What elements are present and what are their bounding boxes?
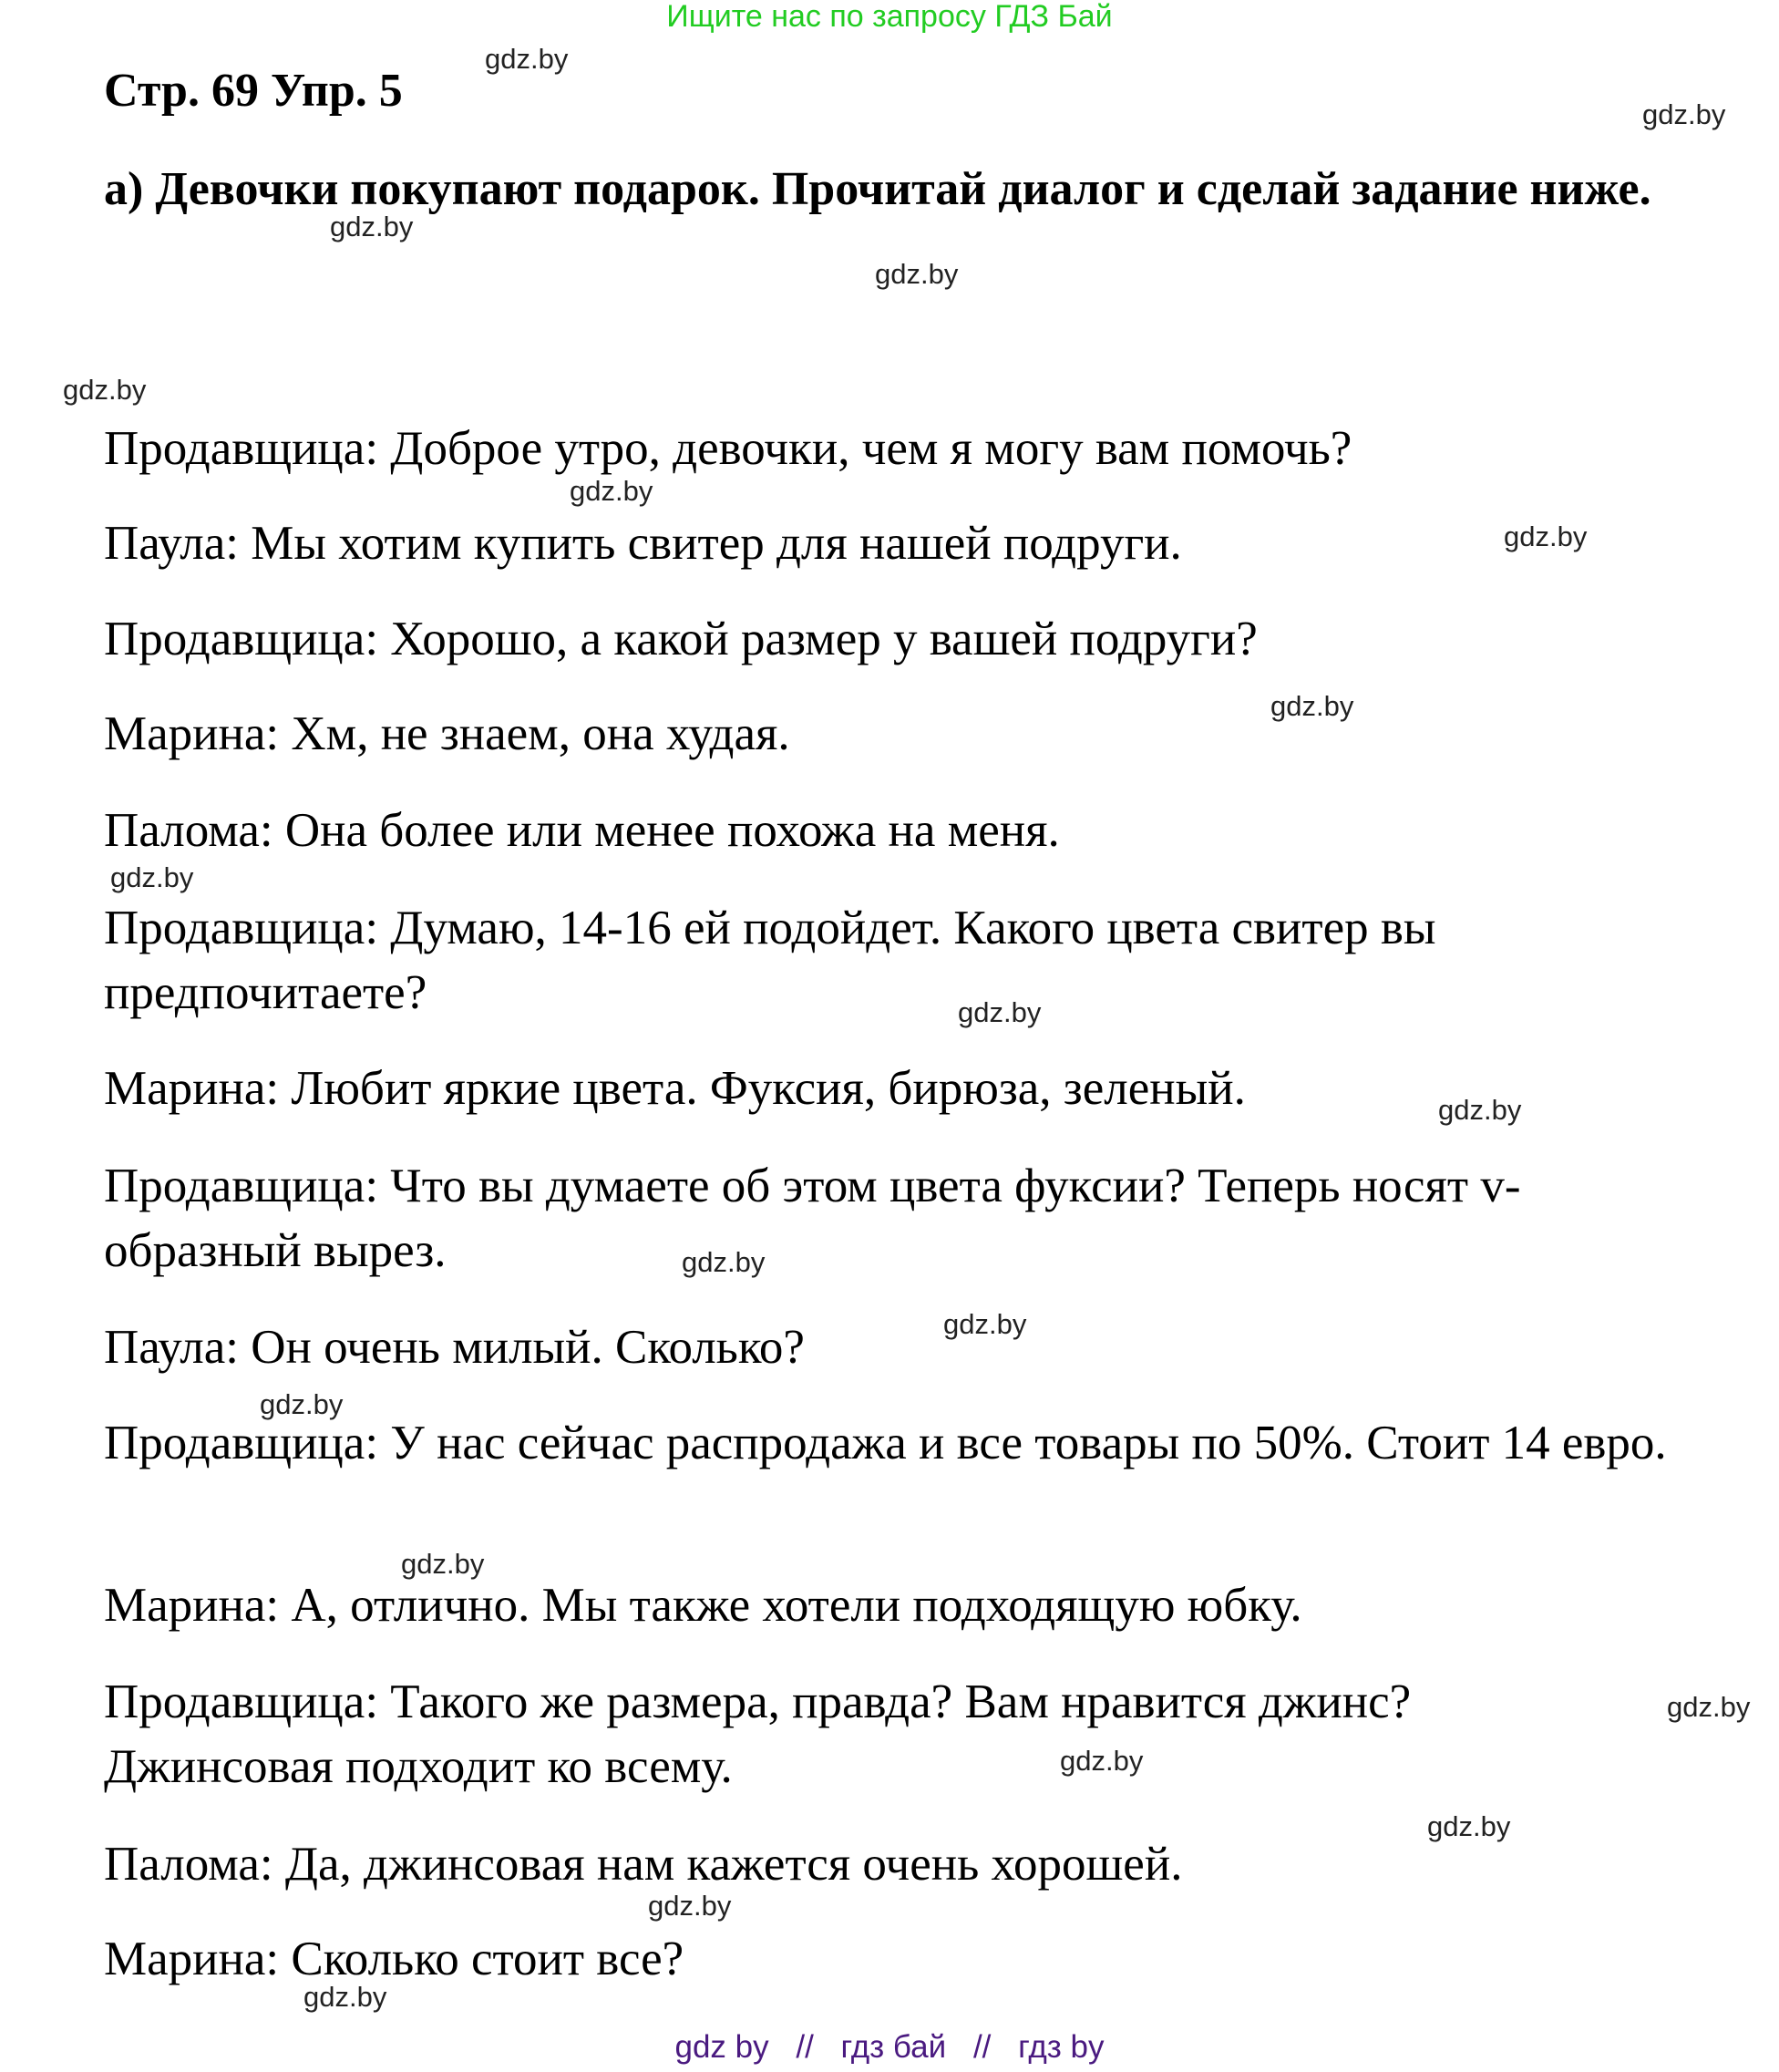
dialogue-line: Палома: Она более или менее похожа на меня. xyxy=(104,804,1060,857)
watermark: gdz.by xyxy=(1438,1094,1522,1126)
footer-links xyxy=(0,2029,1779,2066)
watermark: gdz.by xyxy=(648,1890,732,1922)
dialogue-line: Паула: Мы хотим купить свитер для нашей подруги. xyxy=(104,517,1182,570)
watermark: gdz.by xyxy=(63,374,147,406)
task-heading: а) Девочки покупают подарок. Прочитай диалог и сделай задание ниже. xyxy=(104,163,1651,215)
watermark: gdz.by xyxy=(260,1388,344,1420)
watermark: gdz.by xyxy=(943,1308,1027,1340)
dialogue-line: Паула: Он очень милый. Сколько? xyxy=(104,1321,805,1374)
watermark: gdz.by xyxy=(1504,521,1588,552)
footer-separator: // xyxy=(796,2029,814,2065)
dialogue-line: Продавщица: У нас сейчас распродажа и все товары по 50%. Стоит 14 евро. xyxy=(104,1417,1667,1469)
dialogue-line: Продавщица: Доброе утро, девочки, чем я могу вам помочь? xyxy=(104,422,1352,475)
dialogue-line: Продавщица: Думаю, 14-16 ей подойдет. Какого цвета свитер вы предпочитаете? xyxy=(104,902,1436,1019)
dialogue-line: Марина: А, отлично. Мы также хотели подходящую юбку. xyxy=(104,1579,1302,1632)
watermark: gdz.by xyxy=(1667,1691,1751,1723)
watermark: gdz.by xyxy=(401,1548,485,1580)
footer-link-gdz-by-ru[interactable]: гдз by xyxy=(1018,2029,1105,2065)
watermark: gdz.by xyxy=(570,475,653,507)
dialogue-line: Палома: Да, джинсовая нам кажется очень хорошей. xyxy=(104,1838,1183,1891)
watermark: gdz.by xyxy=(485,43,569,75)
watermark: gdz.by xyxy=(682,1246,766,1278)
watermark: gdz.by xyxy=(1060,1745,1144,1777)
dialogue-line: Марина: Сколько стоит все? xyxy=(104,1933,684,1985)
watermark: gdz.by xyxy=(1427,1810,1511,1842)
watermark: gdz.by xyxy=(1642,98,1726,130)
watermark: gdz.by xyxy=(110,861,194,893)
dialogue-line: Продавщица: Хорошо, а какой размер у вашей подруги? xyxy=(104,613,1258,665)
page-title: Стр. 69 Упр. 5 xyxy=(104,65,403,117)
footer-link-gdz-by[interactable]: gdz by xyxy=(674,2029,769,2065)
watermark: gdz.by xyxy=(303,1981,387,2013)
dialogue-line: Марина: Хм, не знаем, она худая. xyxy=(104,707,790,760)
dialogue-line: Марина: Любит яркие цвета. Фуксия, бирюза, зеленый. xyxy=(104,1062,1246,1115)
dialogue-line: Продавщица: Такого же размера, правда? Вам нравится джинс? Джинсовая подходит ко всему. xyxy=(104,1675,1412,1793)
watermark: gdz.by xyxy=(958,996,1042,1028)
dialogue-line: Продавщица: Что вы думаете об этом цвета фуксии? Теперь носят v-образный вырез. xyxy=(104,1160,1521,1277)
watermark: gdz.by xyxy=(875,258,959,290)
watermark: gdz.by xyxy=(1270,690,1354,722)
watermark: gdz.by xyxy=(330,211,414,242)
footer-separator: // xyxy=(972,2029,992,2065)
footer-link-gdz-bai[interactable]: гдз бай xyxy=(840,2029,947,2065)
search-banner: Ищите нас по запросу ГДЗ Бай xyxy=(666,0,1113,34)
